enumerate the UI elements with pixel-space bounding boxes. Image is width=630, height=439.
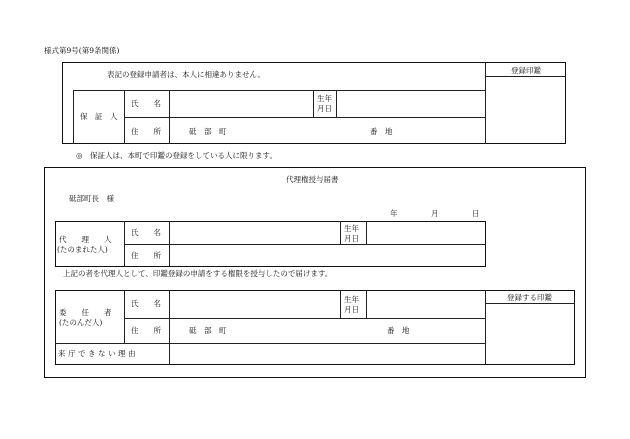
principal-seal-header: 登録する印鑑 (507, 293, 552, 302)
agent-name-field[interactable] (170, 222, 339, 243)
guarantee-seal-header: 登録印鑑 (511, 66, 541, 75)
guarantor-banchi: 番 地 (370, 127, 393, 136)
agent-reading: (たのまれた人) (57, 245, 108, 254)
reason-field[interactable] (170, 344, 484, 364)
principal-birth-label-1: 生年 (344, 295, 359, 304)
proxy-addressee: 砥部町長 様 (69, 194, 114, 203)
agent-birth-label-2: 月日 (344, 234, 359, 243)
agent-birth-label-1: 生年 (344, 224, 359, 233)
guarantee-statement: 表記の登録申請者は、本人に相違ありません。 (107, 70, 265, 79)
principal-name-field[interactable] (170, 291, 339, 317)
principal-label: 委 任 者 (59, 308, 112, 317)
principal-address-label: 住 所 (131, 326, 161, 335)
principal-name-label: 氏 名 (131, 299, 161, 308)
principal-address-field[interactable] (240, 319, 484, 342)
guarantor-note: ◎ 保証人は、本町で印鑑の登録をしている人に限ります。 (76, 151, 277, 160)
principal-seal-area[interactable] (486, 304, 574, 364)
reason-label: 来庁できない理由 (58, 349, 138, 358)
guarantor-name-label: 氏 名 (131, 99, 161, 108)
guarantor-birth-field[interactable] (337, 91, 484, 116)
principal-birth-label-2: 月日 (344, 305, 359, 314)
principal-banchi: 番 地 (387, 326, 410, 335)
guarantor-name-field[interactable] (170, 91, 312, 116)
delegation-text: 上記の者を代理人として、印鑑登録の申請をする権限を授与したので届けます。 (63, 269, 333, 278)
principal-reading: (たのんだ人) (59, 318, 103, 327)
agent-birth-field[interactable] (367, 222, 484, 243)
proxy-title: 代理権授与届書 (286, 175, 339, 184)
guarantor-address-label: 住 所 (131, 127, 161, 136)
agent-address-label: 住 所 (131, 251, 161, 260)
guarantor-label: 保 証 人 (80, 112, 118, 121)
guarantor-birth-label-1: 生年 (317, 94, 332, 103)
guarantor-birth-label-2: 月日 (317, 104, 332, 113)
guarantor-address-field[interactable] (240, 118, 484, 143)
form-number: 様式第9号(第9条関係) (44, 46, 120, 55)
agent-name-label: 氏 名 (131, 228, 161, 237)
date-month: 月 (431, 209, 439, 218)
guarantor-town: 砥 部 町 (189, 127, 227, 136)
date-year: 年 (390, 209, 398, 218)
agent-address-field[interactable] (170, 245, 484, 266)
date-day: 日 (472, 209, 480, 218)
principal-birth-field[interactable] (367, 291, 484, 317)
agent-label: 代 理 人 (59, 235, 112, 244)
guarantee-seal-area[interactable] (485, 76, 566, 144)
principal-town: 砥 部 町 (189, 326, 227, 335)
